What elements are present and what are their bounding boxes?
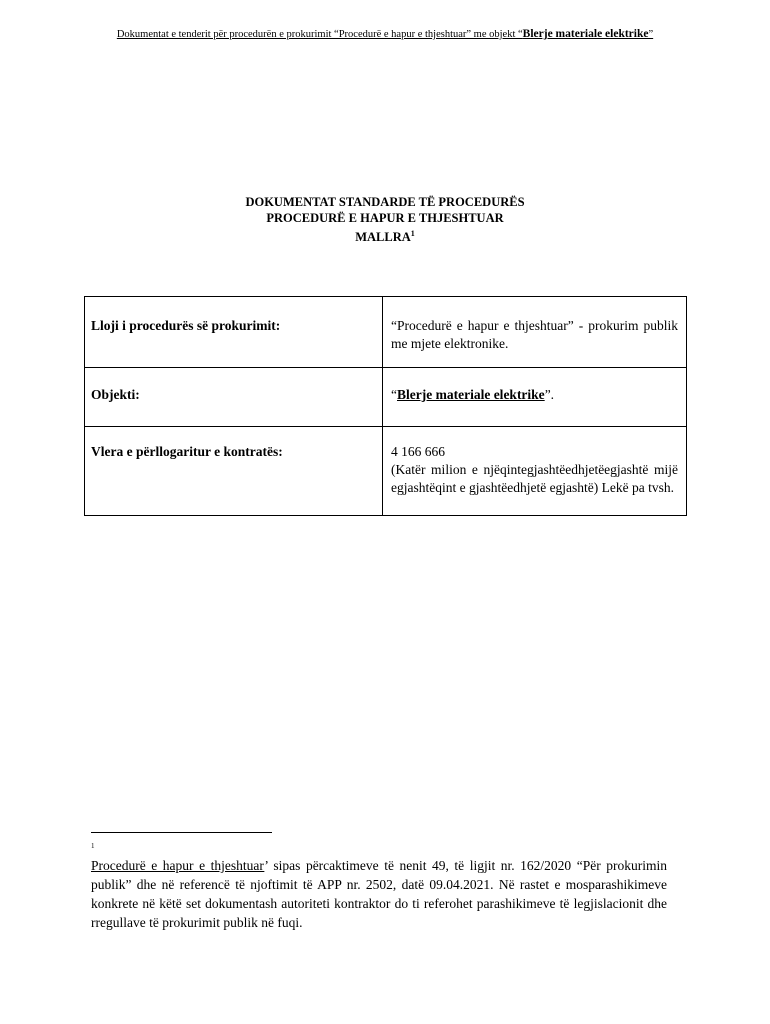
footnote-term: Procedurë e hapur e thjeshtuar [91,858,265,873]
page-header [0,28,770,40]
table-row [85,368,687,427]
header-object: Blerje materiale elektrike [522,28,649,40]
footnote-separator [91,832,272,833]
footnote-body: ’ sipas përcaktimeve të nenit 49, të ligjit nr. 162/2020 “Për prokurimin publik” dhe në referencë të njoftimit të APP nr. 2502, datë 09.04.2021. Në rastet e mosparashikimeve konkrete në këtë set dokumentash autoriteti kontraktor do ti referohet parashikimeve të legjislacionit dhe rregullave të prokurimit publik në fuqi. [91,858,667,930]
object-value [383,368,687,427]
title-category: MALLRA [355,230,411,245]
title-line-2: PROCEDURË E HAPUR E THJESHTUAR [266,211,504,225]
title-line-3 [0,226,770,245]
footnote-reference: 1 [410,229,415,238]
object-name: Blerje materiale elektrike [397,387,545,402]
object-close-quote: ”. [544,387,555,402]
object-open-quote: “ [391,387,397,402]
table-row [85,297,687,368]
procedure-type-value: “Procedurë e hapur e thjeshtuar” - prokurim publik me mjete elektronike. [383,297,687,368]
title-line-1: DOKUMENTAT STANDARDE TË PROCEDURËS [245,195,525,209]
contract-value-cell [383,427,687,516]
contract-value-words: (Katër milion e njëqintegjashtëedhjetëegjashtë mijë egjashtëqint e gjashtëedhjetë egjashtë) Lekë pa tvsh. [391,462,678,495]
object-label: Objekti: [85,368,383,427]
procedure-info-table [84,296,687,516]
footnote-number: 1 [91,842,95,850]
document-title [0,194,770,245]
procedure-type-label: Lloji i procedurës së prokurimit: [85,297,383,368]
header-prefix: Dokumentat e tenderit për procedurën e prokurimit “Procedurë e hapur e thjeshtuar” me objekt “ [116,29,523,40]
table-row [85,427,687,516]
contract-value-label: Vlera e përllogaritur e kontratës: [85,427,383,516]
contract-value-amount: 4 166 666 [391,444,445,459]
header-suffix: ” [648,29,654,40]
footnote-text [91,856,667,932]
